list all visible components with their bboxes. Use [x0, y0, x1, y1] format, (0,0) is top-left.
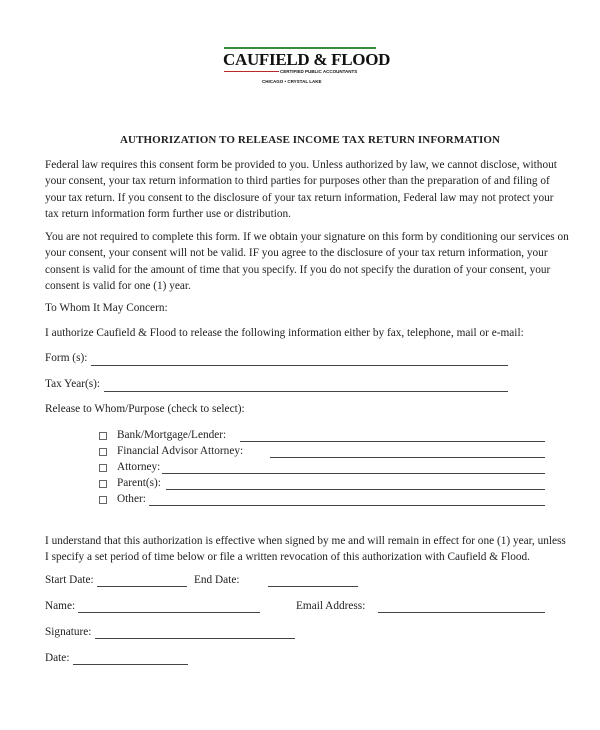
release-label: Release to Whom/Purpose (check to select): — [45, 403, 245, 415]
tax-years-field[interactable] — [104, 391, 508, 392]
text-line: You are not required to complete this form. If we obtain your signature on this form by conditioning our services on — [45, 231, 569, 243]
email-label: Email Address: — [296, 600, 366, 612]
email-field[interactable] — [378, 612, 545, 613]
option-label: Financial Advisor Attorney: — [117, 445, 244, 457]
start-date-field[interactable] — [97, 586, 187, 587]
logo-locations: CHICAGO • CRYSTAL LAKE — [262, 79, 322, 84]
text-line: your consent, your tax return information to third parties for purposes other than the preparation of and filing of — [45, 175, 550, 188]
text-line: consent is valid for the amount of time that you specify. If you do not specify the duration of your consent, your — [45, 263, 551, 276]
bank-field[interactable] — [240, 441, 545, 442]
start-date-label: Start Date: — [45, 574, 94, 586]
text-line: tax return information form further use or distribution. — [45, 208, 291, 221]
name-field[interactable] — [78, 612, 260, 613]
option-label: Other: — [117, 493, 146, 505]
logo-red-rule — [224, 71, 279, 72]
tax-years-label: Tax Year(s): — [45, 378, 101, 390]
option-label: Parent(s): — [117, 477, 161, 489]
text-line: consent is valid for one (1) year. — [45, 280, 191, 293]
logo-green-rule — [224, 47, 376, 49]
checkbox-bank[interactable] — [99, 432, 107, 440]
end-date-field[interactable] — [268, 586, 358, 587]
logo-name: CAUFIELD & FLOOD — [223, 50, 391, 69]
checkbox-attorney[interactable] — [99, 464, 107, 472]
text-line: I understand that this authorization is effective when signed by me and will remain in effect for one (1) year, unless — [45, 535, 566, 547]
forms-label: Form (s): — [45, 352, 88, 364]
paragraph-not-required — [45, 229, 569, 295]
salutation: To Whom It May Concern: — [45, 302, 168, 314]
signature-field[interactable] — [95, 638, 295, 639]
signature-label: Signature: — [45, 626, 92, 638]
checkbox-financial-advisor[interactable] — [99, 448, 107, 456]
text-line: I specify a set period of time below or file a written revocation of this authorization with Caufield & Flood. — [45, 551, 531, 564]
checkbox-parents[interactable] — [99, 480, 107, 488]
option-label: Attorney: — [117, 461, 161, 473]
paragraph-federal-law — [45, 157, 557, 223]
financial-advisor-field[interactable] — [270, 457, 545, 458]
text-line: Federal law requires this consent form be provided to you. Unless authorized by law, we cannot disclose, without — [45, 159, 557, 171]
checkbox-other[interactable] — [99, 496, 107, 504]
logo-tagline: CERTIFIED PUBLIC ACCOUNTANTS — [280, 69, 358, 74]
authorize-statement: I authorize Caufield & Flood to release the following information either by fax, telephone, mail or e-mail: — [45, 327, 524, 339]
option-label: Bank/Mortgage/Lender: — [117, 429, 227, 441]
paragraph-effective — [45, 533, 566, 566]
end-date-label: End Date: — [194, 574, 240, 586]
date-label: Date: — [45, 652, 70, 664]
other-field[interactable] — [149, 505, 545, 506]
forms-field[interactable] — [91, 365, 508, 366]
form-title: AUTHORIZATION TO RELEASE INCOME TAX RETURN INFORMATION — [120, 134, 501, 146]
attorney-field[interactable] — [162, 473, 545, 474]
parents-field[interactable] — [166, 489, 545, 490]
name-label: Name: — [45, 600, 76, 612]
date-field[interactable] — [73, 664, 188, 665]
text-line: your tax return. If you consent to the disclosure of your tax return information, Federal law may not protect your — [45, 191, 554, 204]
text-line: your consent, your consent will not be valid. IF you agree to the disclosure of your tax return information, your — [45, 247, 548, 260]
